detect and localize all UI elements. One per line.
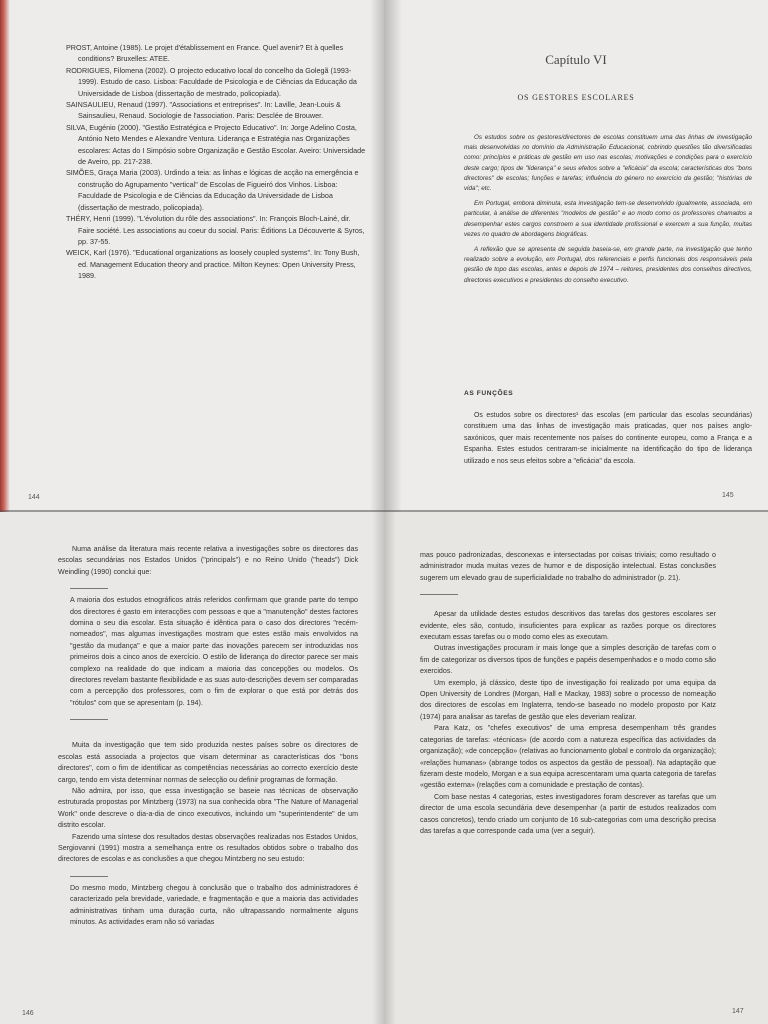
- reference-item: THÉRY, Henri (1999). "L'évolution du rôle des associations". In: François Bloch-Lainé, dir. Faire société. Les associations au coeur du social. Paris: Éditions La Découverte & Syros, pp. 37-55.: [66, 214, 365, 246]
- page-number: 144: [28, 494, 40, 501]
- body-paragraph: Um exemplo, já clássico, deste tipo de investigação foi realizado por uma equipa da Open University de Londres (Morgan, Hall e Mackay, 1983) sobre o processo de nomeação dos directores de escolas em Inglaterra, tendo-se baseado no modelo proposto por Katz (1974) para analisar as tarefas de gestão que eles deveriam realizar.: [420, 678, 716, 721]
- quote-rule: [420, 594, 458, 595]
- body-paragraph: Muita da investigação que tem sido produzida nestes países sobre os directores de escolas está associada a projectos que visam determinar as características dos "bons directores", com o fim de identificar as competências necessárias ao correcto exercício deste cargo, tendo em vista determinar normas de selecção ou definir programas de formação.: [58, 741, 358, 784]
- reference-item: PROST, Antoine (1985). Le projet d'établissement en France. Quel avenir? Et à quelles conditions? Bruxelles: ATEE.: [66, 43, 344, 64]
- quote-rule: [70, 719, 108, 720]
- body-paragraph: Para Katz, os "chefes executivos" de uma empresa desempenham três grandes categorias de tarefas: «técnicas» (de acordo com a natureza específica das actividades da organização); «de concepção» (relativas ao funcionamento global e controlo da organização); «relações humanas» (abrange todos os aspectos da gestão de pessoal). Na adaptação que fizeram deste modelo, Morgan e a sua equipa acrescentaram uma quarta categoria de tarefas «gestão externa» (relações com a comunidade e prestação de contas).: [420, 724, 716, 790]
- quote-text: A maioria dos estudos etnográficos atrás referidos confirmam que grande parte do tempo dos directores é gasto em interacções com pessoas e que a "manutenção" destes factores domina o seu dia escolar. Esta situação é idêntica para o caso dos directores "recém-nomeados", mas algumas investigações mostram que estes estão mais envolvidos na "gestão da mudança" e que a maior parte das inovações parecem ser introduzidas nos primeiros dois a cinco anos de exercício. O estilo de liderança do director parece ser mais complexo na realidade do que indicam a maioria das concepções ou modelos. Os directores revelam bastante flexibilidade e as suas auto-descrições devem ser comparadas com a percepção dos professores, com o fim de explorar o que está por detrás dos "rótulos" com que se apresentam (p. 194).: [70, 596, 358, 707]
- quote-text: mas pouco padronizadas, desconexas e intersectadas por coisas triviais; como resultado o administrador muda muitas vezes de humor e de disposição intelectual. Estas conclusões sugerem um elevado grau de superficialidade no trabalho do administrador (p. 21).: [420, 551, 716, 582]
- page-146-body: [58, 544, 358, 938]
- reference-item: SAINSAULIEU, Renaud (1997). "Associations et entreprises". In: Laville, Jean-Louis & Sainsaulieu, Renaud. Sociologie de l'association. Paris: Desclée de Brouwer.: [66, 100, 341, 121]
- reference-item: SILVA, Eugénio (2000). "Gestão Estratégica e Projecto Educativo". In: Jorge Adelino Costa, António Neto Mendes e Alexandre Ventura. Liderança e Estratégia nas Organizações escolares: Actas do I Simpósio sobre Organização e Gestão Escolar. Aveiro: Universidade de Aveiro, pp. 217-238.: [66, 122, 366, 167]
- page-edge-decoration: [0, 0, 10, 512]
- body-paragraph: Apesar da utilidade destes estudos descritivos das tarefas dos gestores escolares ser evidente, eles são, contudo, insuficientes para explicar as razões porque os directores executam essas tarefas ou o modo como eles as executam.: [420, 610, 716, 642]
- quote-rule: [70, 588, 108, 589]
- reference-item: RODRIGUES, Filomena (2002). O projecto educativo local do concelho da Golegã (1993-1999). Estudo de caso. Lisboa: Faculdade de Psicologia e de Ciências da Educação da Universidade de Lisboa (dissertação de mestrado, policopiada).: [66, 65, 357, 98]
- body-paragraph: Com base nestas 4 categorias, estes investigadores foram descrever as tarefas que um director de uma escola secundária deve desempenhar (a partir de estudos realizados com casos concretos), tendo criado um conjunto de 16 sub-categorias com uma descrição precisa das tarefas a que corresponde cada uma (ver a seguir).: [420, 792, 716, 835]
- page-number: 147: [732, 1008, 744, 1015]
- body-paragraph: Numa análise da literatura mais recente relativa a investigações sobre os directores das escolas secundárias nos Estados Unidos ("principals") e no Reino Unido ("heads") Dick Weindling (1990) conclui que:: [58, 545, 358, 576]
- chapter-title: OS GESTORES ESCOLARES: [517, 93, 635, 102]
- body-paragraph: Fazendo uma síntese dos resultados destas observações realizadas nos Estados Unidos, Sergiovanni (1991) mostra a semelhança entre os resultados obtidos sobre o trabalho dos directores de escolas e as conclusões a que chegou Mintzberg no seu estudo:: [58, 832, 358, 864]
- section-body: [464, 410, 752, 467]
- intro-paragraph: Em Portugal, embora diminuta, esta investigação tem-se desenvolvido igualmente, associada, em particular, à análise de diferentes "modelos de gestão" e ao modo como os professores chamados a desempenhar estes cargos constroem a sua identidade profissional e exercem a sua função, muitas vezes no quadro de abordagens biográficas.: [464, 200, 752, 238]
- block-quote: [70, 595, 358, 709]
- reference-item: WEICK, Karl (1976). "Educational organizations as loosely coupled systems". In: Tony Bush, ed. Management Education theory and practice. Milton Keynes: Open University Press, 1989.: [66, 248, 360, 281]
- section-heading: AS FUNÇÕES: [464, 390, 514, 397]
- reference-list: [66, 42, 366, 282]
- chapter-intro: [464, 133, 752, 291]
- body-paragraph: Não admira, por isso, que essa investigação se baseie nas técnicas de observação estruturada propostas por Mintzberg (1973) na sua conhecida obra "The Nature of Managerial Work" onde descreve o dia-a-dia de cinco executivos, incluindo um "superintendente" de um distrito escolar.: [58, 786, 358, 830]
- quote-text: Do mesmo modo, Mintzberg chegou à conclusão que o trabalho dos administradores é caracterizado pela brevidade, variedade, e fragmentação e que a maioria das actividades administrativas tinham uma duração curta, não ultrapassando normalmente alguns minutos. As actividades eram não só variadas: [70, 883, 358, 926]
- block-quote: [70, 883, 358, 929]
- page-number: 145: [722, 492, 734, 499]
- body-paragraph: Os estudos sobre os directores¹ das escolas (em particular das escolas secundárias) constituem uma das linhas de investigação mais praticadas, quer nos países anglo-saxónicos, quer mais recentemente nos países do continente europeu, como a França e a Espanha. Estes estudos centraram-se inicialmente na identificação do tipo de liderança utilizado e nos seus efeitos sobre a "eficácia" da escola.: [464, 412, 752, 465]
- reference-item: SIMÕES, Graça Maria (2003). Urdindo a teia: as linhas e lógicas de acção na emergência e construção do Agrupamento "vertical" de Escolas de Figueiró dos Vinhos. Lisboa: Faculdade de Psicologia e de Ciências da Educação da Universidade de Lisboa (dissertação de mestrado, policopiada).: [66, 168, 359, 212]
- chapter-label: Capítulo VI: [545, 52, 607, 67]
- body-paragraph: Outras investigações procuram ir mais longe que a simples descrição de tarefas com o fim de categorizar os diversos tipos de funções e papéis desempenhados e o modo como são exercidos.: [420, 644, 716, 676]
- quote-rule: [70, 876, 108, 877]
- page-147-body: [420, 550, 716, 837]
- page-number: 146: [22, 1010, 34, 1017]
- intro-paragraph: Os estudos sobre os gestores/directores de escolas constituem uma das linhas de investigação mais desenvolvidas no domínio da Administração Educacional, cobrindo questões tão diversificadas como: princípios e práticas de gestão em uso nas escolas; motivações e condições para o exercício deste cargo; tipos de "liderança" e seus efeitos sobre a "eficácia" da escola; características dos "bons directores" de escolas; funções e tarefas; influência do género no exercício da gestão; "histórias de vida"; etc.: [464, 134, 752, 193]
- intro-paragraph: A reflexão que se apresenta de seguida baseia-se, em grande parte, na investigação que tenho realizado sobre a evolução, em Portugal, dos referenciais e perfis funcionais dos responsáveis pela gestão de topo das escolas, antes e depois de 1974 – reitores, presidentes dos conselhos directivos, directores executivos e presidentes do conselho executivo.: [464, 246, 752, 284]
